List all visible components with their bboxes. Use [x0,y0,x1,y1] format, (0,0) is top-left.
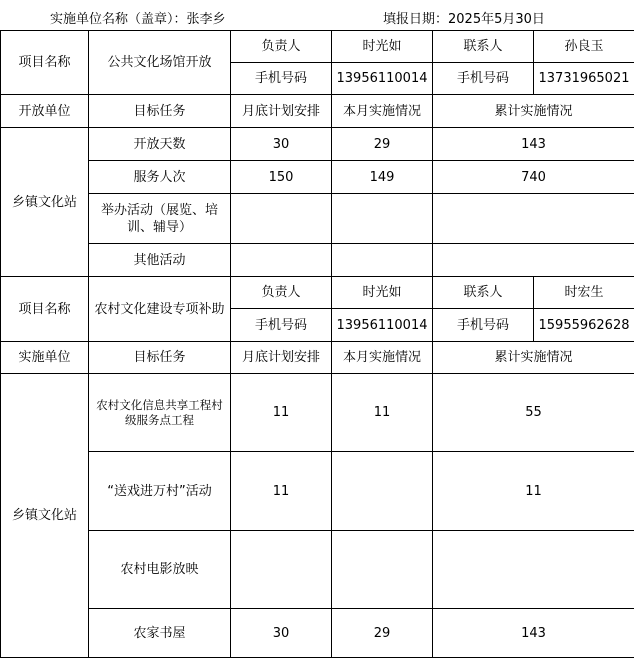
report-table [0,30,634,658]
phone-cell: 15955962628 [534,309,634,342]
task-cell: 举办活动（展览、培训、辅导） [89,194,231,244]
responsible-label-cell: 负责人 [231,31,332,63]
month-cell [332,244,433,277]
phone-label-cell: 手机号码 [433,309,534,342]
total-cell [433,244,634,277]
table-row [1,342,634,374]
project-name-cell: 农村文化建设专项补助 [89,277,231,342]
table-row [1,609,634,658]
phone-cell: 13731965021 [534,63,634,95]
contact-name-cell: 时宏生 [534,277,634,309]
month-cell: 29 [332,609,433,658]
plan-cell: 11 [231,452,332,531]
report-date-label: 填报日期：2025年5月30日 [383,12,545,27]
station-cell: 乡镇文化站 [1,374,89,658]
month-label-cell: 本月实施情况 [332,95,433,128]
total-cell [433,531,634,609]
unit-label-cell: 实施单位 [1,342,89,374]
month-cell: 29 [332,128,433,161]
phone-label-cell: 手机号码 [231,63,332,95]
total-label-cell: 累计实施情况 [433,95,634,128]
phone-cell: 13956110014 [332,309,433,342]
phone-label-cell: 手机号码 [231,309,332,342]
project-label-cell: 项目名称 [1,277,89,342]
table-row [1,374,634,452]
table-row [1,128,634,161]
task-cell: 开放天数 [89,128,231,161]
task-cell: 农村电影放映 [89,531,231,609]
implementing-unit-label: 实施单位名称（盖章）：张李乡 [50,12,226,27]
table-row [1,531,634,609]
table-row [1,244,634,277]
plan-cell: 30 [231,128,332,161]
contact-name-cell: 孙良玉 [534,31,634,63]
total-cell: 11 [433,452,634,531]
unit-label-cell: 开放单位 [1,95,89,128]
contact-label-cell: 联系人 [433,31,534,63]
total-cell: 55 [433,374,634,452]
table-row [1,452,634,531]
station-cell: 乡镇文化站 [1,128,89,277]
table-row [1,277,634,309]
month-cell [332,531,433,609]
plan-cell: 150 [231,161,332,194]
responsible-name-cell: 时光如 [332,277,433,309]
task-label-cell: 目标任务 [89,342,231,374]
project-label-cell: 项目名称 [1,31,89,95]
plan-cell [231,194,332,244]
plan-cell [231,531,332,609]
month-cell [332,194,433,244]
plan-cell [231,244,332,277]
phone-label-cell: 手机号码 [433,63,534,95]
total-label-cell: 累计实施情况 [433,342,634,374]
contact-label-cell: 联系人 [433,277,534,309]
task-cell: 农村文化信息共享工程村级服务点工程 [89,374,231,452]
task-cell: 其他活动 [89,244,231,277]
task-cell: 服务人次 [89,161,231,194]
total-cell: 740 [433,161,634,194]
project-name-cell: 公共文化场馆开放 [89,31,231,95]
table-row [1,161,634,194]
total-cell: 143 [433,609,634,658]
month-cell: 149 [332,161,433,194]
report-header [0,0,634,30]
table-row [1,194,634,244]
responsible-label-cell: 负责人 [231,277,332,309]
month-cell: 11 [332,374,433,452]
table-row [1,31,634,63]
responsible-name-cell: 时光如 [332,31,433,63]
plan-label-cell: 月底计划安排 [231,95,332,128]
total-cell: 143 [433,128,634,161]
plan-cell: 30 [231,609,332,658]
plan-cell: 11 [231,374,332,452]
phone-cell: 13956110014 [332,63,433,95]
task-cell: 农家书屋 [89,609,231,658]
plan-label-cell: 月底计划安排 [231,342,332,374]
task-label-cell: 目标任务 [89,95,231,128]
table-row [1,95,634,128]
total-cell [433,194,634,244]
task-cell: “送戏进万村”活动 [89,452,231,531]
month-label-cell: 本月实施情况 [332,342,433,374]
month-cell [332,452,433,531]
